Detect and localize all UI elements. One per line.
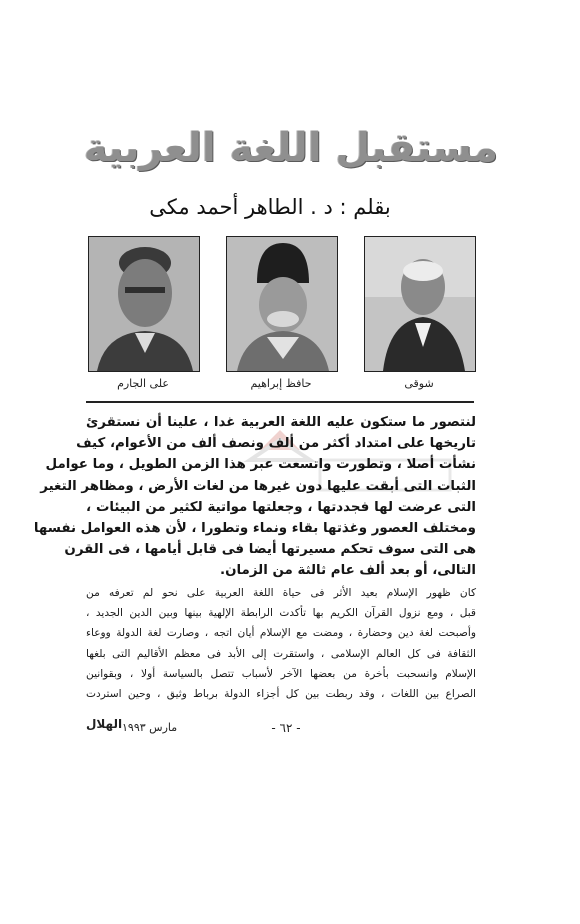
- article-title: مستقبل اللغة العربية: [83, 125, 499, 171]
- lead-paragraph: [33, 412, 476, 582]
- portrait-photo-shawqi: [364, 236, 476, 372]
- caption-hafez: حافظ إبراهيم: [250, 377, 312, 390]
- page-footer: [86, 717, 476, 741]
- body-line: كان ظهور الإسلام بعيد الأثر فى حياة اللغة العربية على نحو لم تعرفه من: [86, 587, 476, 599]
- lead-line: الثبات التى أبقت عليها دون غيرها من لغات الأرض ، ومظاهر التغير: [40, 478, 476, 494]
- lead-line: تاريخها على امتداد أكثر من ألف ونصف ألف من الأعوام، كيف: [76, 436, 476, 452]
- body-line: وأصبحت لغة دين وحضارة ، ومضت مع الإسلام أيان اتجه ، وصارت لغة الدولة ووعاء: [86, 627, 476, 640]
- body-line: الصراع بين اللغات ، وقد ربطت بين كل أجزاء الدولة برباط وثيق ، وحين استردت: [86, 688, 476, 701]
- lead-line: لنتصور ما ستكون عليه اللغة العربية غدا ، علينا أن نستقرئ: [86, 415, 476, 430]
- body-line: الإسلام وانسحبت بأخرة من بعضها الآخر لأسباب تتصل بالسياسة أولا ، وبقوانين: [86, 667, 476, 680]
- body-line: الثقافة فى كل العالم الإسلامى ، واستقرت إلى الأبد فى معظم الأقاليم التى بلغها: [86, 647, 476, 660]
- body-line: قبل ، ومع نزول القرآن الكريم بها تأكدت الرابطة الإلهية بينها وبين الدين الجديد ،: [86, 607, 476, 620]
- page-number: - ٦٢ -: [271, 721, 301, 735]
- caption-aljarim: على الجارم: [117, 377, 169, 390]
- portrait-photo-aljarim: [88, 236, 200, 372]
- article-byline: بقلم : د . الطاهر أحمد مكى: [149, 195, 391, 219]
- divider-rule: [86, 401, 474, 403]
- body-paragraph: [86, 583, 476, 704]
- journal-name: الهلال: [86, 717, 123, 731]
- lead-line: نشأت أصلا ، وتطورت واتسعت عبر هذا الزمن الطويل ، وما عوامل: [45, 457, 476, 473]
- lead-line: هى التى سوف تحكم مسيرتها أيضا فى قابل أيامها ، فى القرن: [64, 542, 476, 558]
- lead-line: التى عرضت لها فجددتها ، وجعلتها مواتية لكثير من البيئات ،: [86, 499, 476, 515]
- lead-line: ومختلف العصور وغذتها بقاء ونماء وتطورا ، لأن هذه العوامل نفسها: [33, 521, 476, 537]
- portrait-photo-hafez: [226, 236, 338, 372]
- caption-shawqi: شوقى: [404, 377, 434, 390]
- issue-date: مارس ١٩٩٣: [122, 721, 178, 734]
- lead-line-last: التالى، أو بعد ألف عام ثالثة من الزمان.: [220, 563, 476, 579]
